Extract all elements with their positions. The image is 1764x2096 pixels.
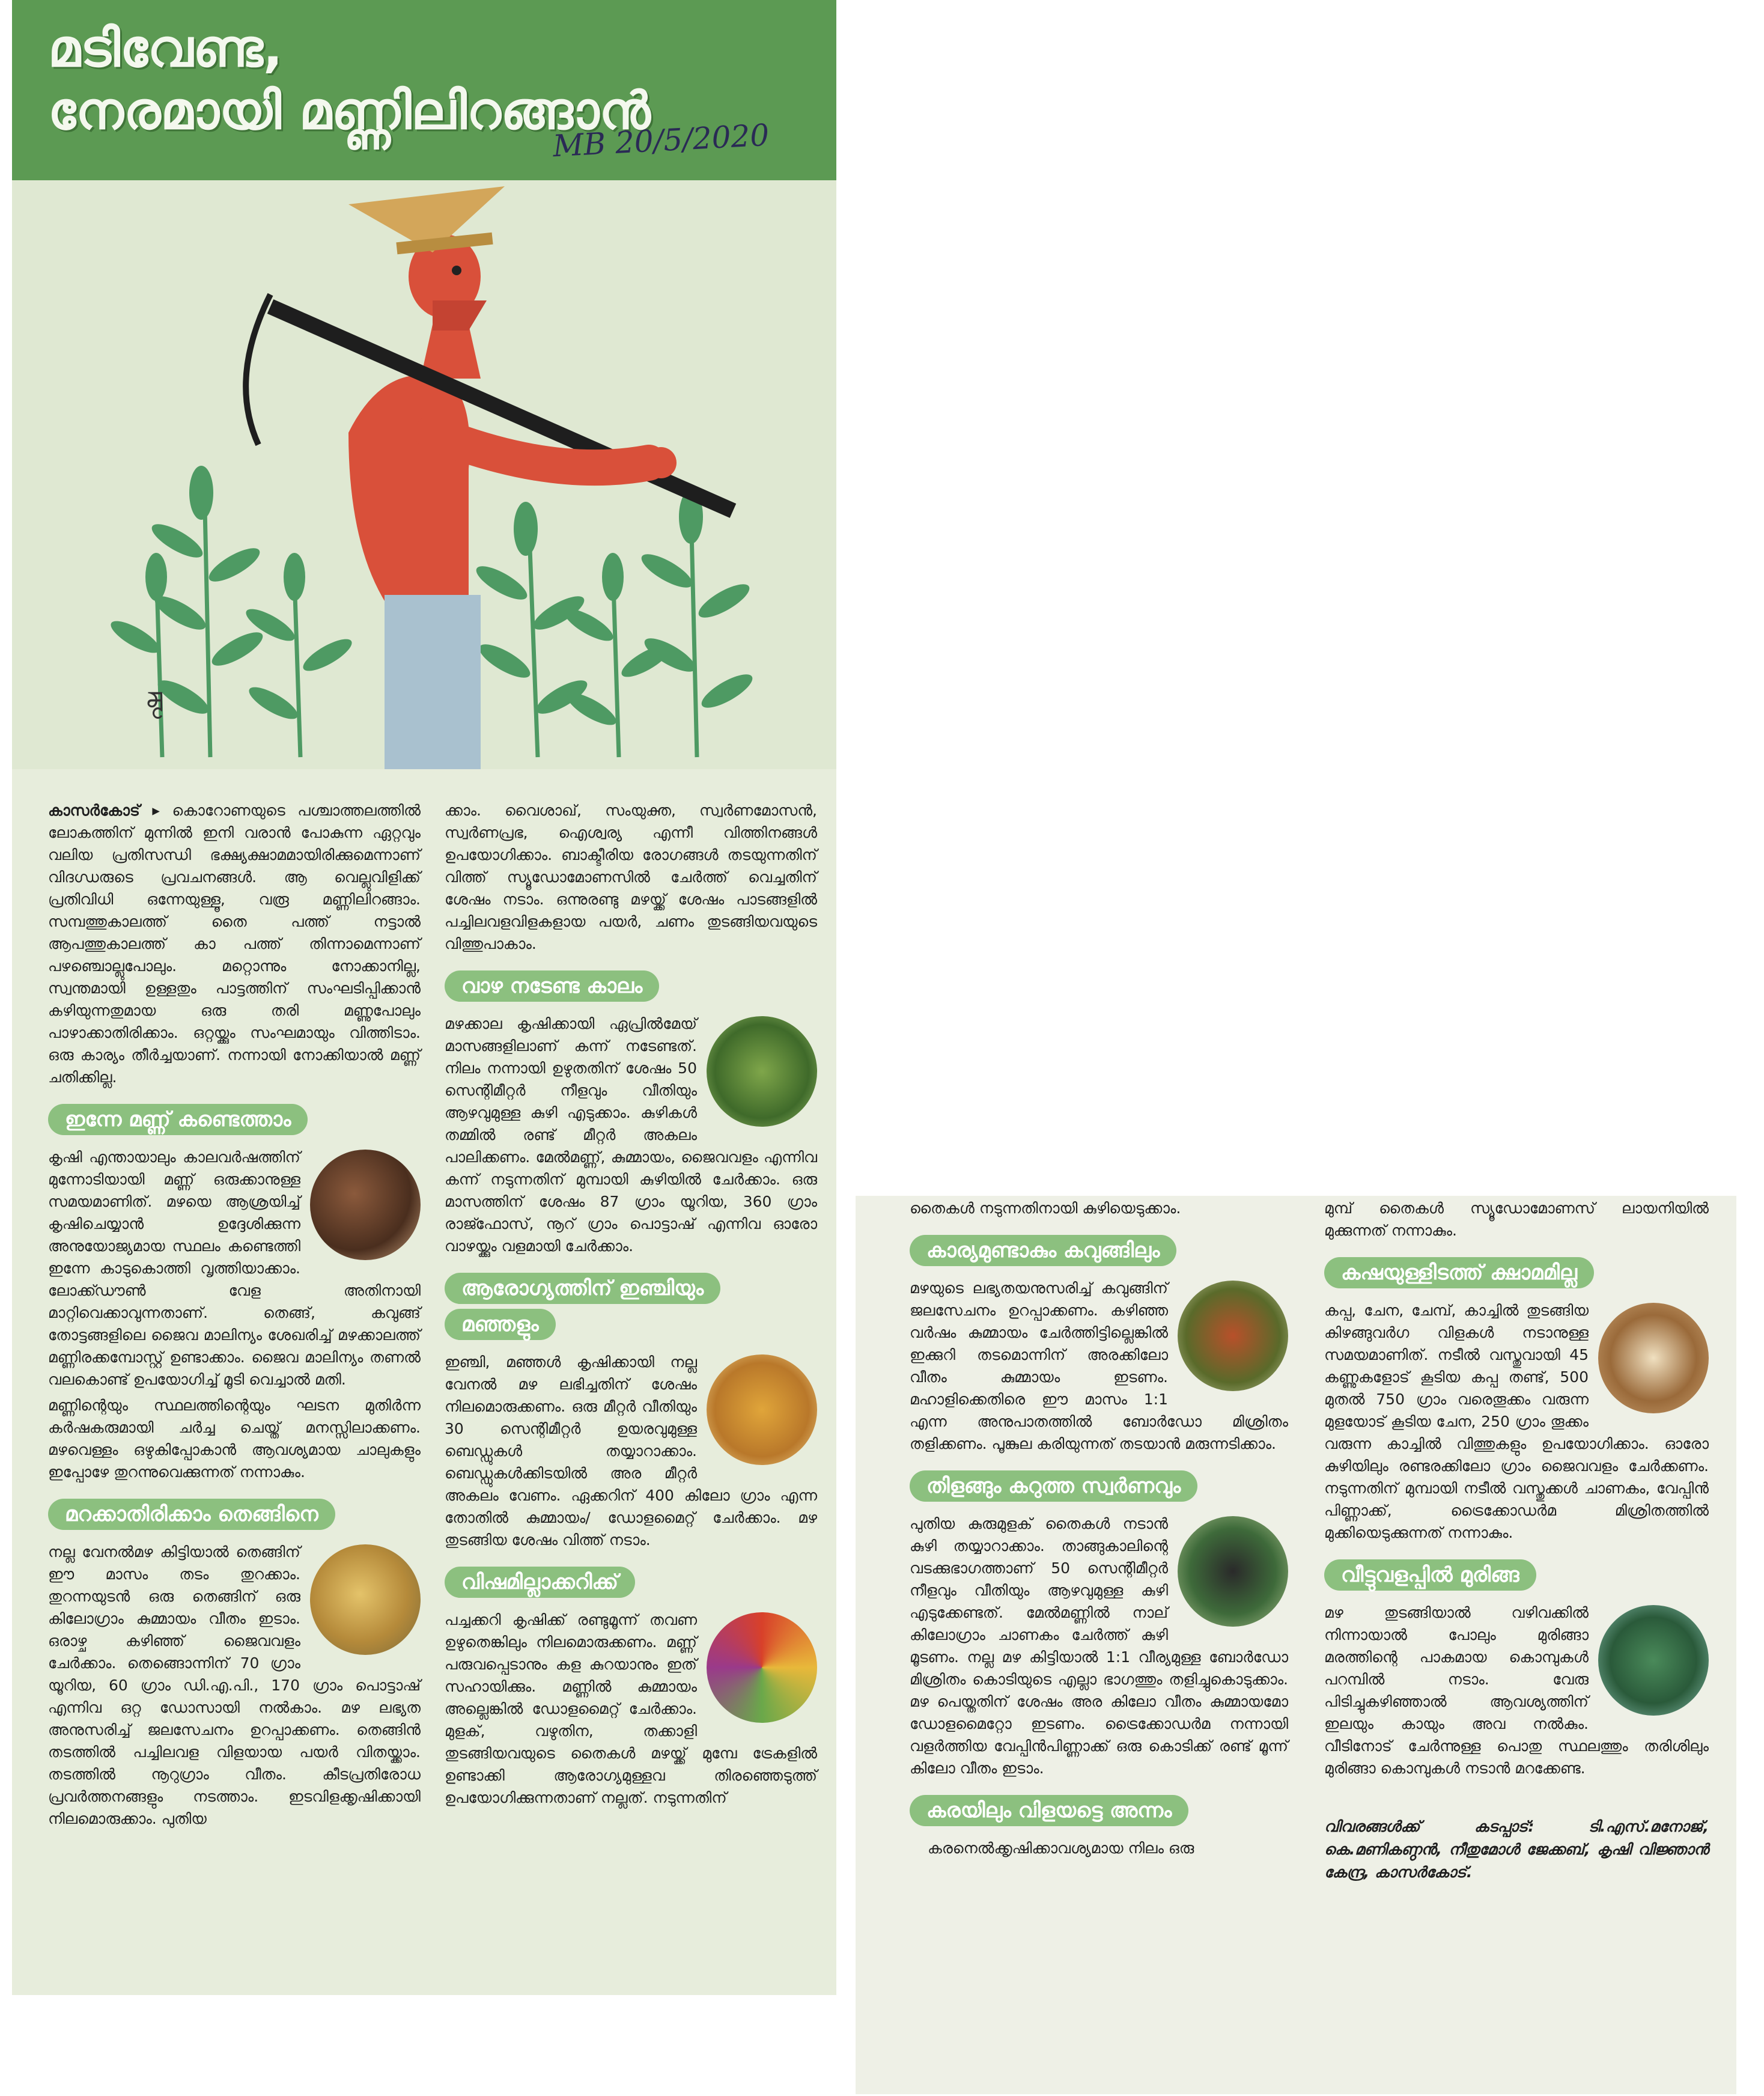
vegetables-paragraph: പച്ചക്കറി കൃഷിക്ക് രണ്ടുമൂന്ന് തവണ ഉഴുതെങ്കിലും നിലമൊരുക്കണം. മണ്ണ് പരുവപ്പെടാനും കള കുറയാനും ഇത് സഹായിക്കും. മണ്ണിൽ കുമ്മായം അല്ലെങ്കിൽ ഡോളമൈറ്റ് ചേർക്കാം. മുളക്, വഴുതിന, തക്കാളി തുടങ്ങിയവയുടെ തൈകൾ മഴയ്ക്ക് മുമ്പേ ട്രേകളിൽ ഉണ്ടാക്കി ആരോഗ്യമുള്ളവ തിരഞ്ഞെടുത്ത് ഉപയോഗിക്കുന്നതാണ് നല്ലത്. നടുന്നതിന്	[445, 1611, 817, 1806]
tubers-paragraph: കപ്പ, ചേന, ചേമ്പ്, കാച്ചിൽ തുടങ്ങിയ കിഴങ്ങുവർഗ വിളകൾ നടാനുള്ള സമയമാണിത്. നടീൽ വസ്തുവായി 45 കണ്ണുകളോട് കൂടിയ കപ്പ തണ്ട്, 500 മുതൽ 750 ഗ്രാം വരെതൂക്കം വരുന്ന മുളയോട് കൂടിയ ചേന, 250 ഗ്രാം തൂക്കം വരുന്ന കാച്ചിൽ വിത്തുകളും ഉപയോഗിക്കാം. ഓരോ കുഴിയിലും രണ്ടരക്കിലോ ഗ്രാം ജൈവവളം ചേർക്കണം. നടുന്നതിന് മുമ്പായി നടീൽ വസ്തുക്കൾ ചാണകം, വേപ്പിൻ പിണ്ണാക്ക്, ട്രൈക്കോഡർമ മിശ്രിതത്തിൽ മുക്കിയെടുക്കുന്നത് നന്നാകും.	[1324, 1302, 1709, 1541]
turmeric-photo	[707, 1354, 817, 1465]
soil-paragraph-2: മണ്ണിന്റെയും സ്ഥലത്തിന്റെയും ഘടന മുതിർന്ന കർഷകരുമായി ചർച്ച ചെയ്ത് മനസ്സിലാക്കണം. മഴവെള്ളം ഒഴുകിപ്പോകാൻ ആവശ്യമായ ചാലുകളും ഇപ്പോഴേ തുറന്നുവെക്കുന്നത് നന്നാകും.	[48, 1397, 421, 1481]
vegetables-photo	[707, 1612, 817, 1723]
handwritten-date-note: MB 20/5/2020	[552, 117, 770, 164]
heading-arecanut: കാര്യമുണ്ടാകും കവുങ്ങിലും	[910, 1235, 1176, 1266]
heading-banana: വാഴ നടേണ്ട കാലം	[445, 970, 659, 1002]
artist-signature: ഷ	[138, 692, 169, 721]
heading-upland-rice: കരയിലും വിളയട്ടെ അന്നം	[910, 1795, 1188, 1826]
left-column-2	[445, 799, 817, 1812]
heading-find-soil: ഇന്നേ മണ്ണ് കണ്ടെത്താം	[48, 1104, 308, 1135]
banana-photo	[707, 1016, 817, 1127]
heading-ginger: ആരോഗ്യത്തിന് ഇഞ്ചിയും	[445, 1273, 720, 1304]
paddy-paragraph: ക്കാം. വൈശാഖ്, സംയുക്ത, സ്വർണമോസൻ, സ്വർണപ്രഭ, ഐശ്വര്യ എന്നീ വിത്തിനങ്ങൾ ഉപയോഗിക്കാം. ബാക്ടീരിയ രോഗങ്ങൾ തടയുന്നതിന് വിത്ത് സ്യൂഡോമോണസിൽ ചേർത്ത് വെച്ചതിന് ശേഷം നടാം. ഒന്നുരണ്ടു മഴയ്ക്ക് ശേഷം പാടങ്ങളിൽ പച്ചിലവളവിളകളായ പയർ, ചണം തുടങ്ങിയവയുടെ വിത്തുപാകാം.	[445, 802, 817, 952]
arecanut-paragraph: മഴയുടെ ലഭ്യതയനുസരിച്ച് കവുങ്ങിന് ജലസേചനം ഉറപ്പാക്കണം. കഴിഞ്ഞ വർഷം കുമ്മായം ചേർത്തിട്ടില്ലെങ്കിൽ ഇക്കുറി തടമൊന്നിന് അരക്കിലോ വീതം കുമ്മായം ഇടണം. മഹാളിക്കെതിരെ ഈ മാസം 1:1 എന്ന അനുപാതത്തിൽ ബോർഡോ മിശ്രിതം തളിക്കണം. പൂങ്കുല കരിയുന്നത് തടയാൻ മരുന്നടിക്കാം.	[910, 1279, 1288, 1452]
heading-vegetables: വിഷമില്ലാക്കറിക്ക്	[445, 1567, 635, 1598]
dateline: കാസർകോട്	[48, 802, 140, 819]
left-newspaper-clipping	[12, 0, 836, 1995]
right-column-2	[1324, 1197, 1709, 1887]
pit-paragraph: തൈകൾ നടുന്നതിനായി കുഴിയെടുക്കാം.	[910, 1199, 1181, 1217]
upland-rice-paragraph: കരനെൽക്കൃഷിക്കാവശ്യമായ നിലം ഒരു	[928, 1839, 1194, 1857]
headline-line-1: മടിവേണ്ട,	[48, 19, 283, 79]
ginger-turmeric-paragraph: ഇഞ്ചി, മഞ്ഞൾ കൃഷിക്കായി നല്ല വേനൽ മഴ ലഭിച്ചതിന് ശേഷം നിലമൊരുക്കണം. ഒരു മീറ്റർ വീതിയും 30 സെന്റിമീറ്റർ ഉയരവുമുള്ള ബെഡ്ഡുകൾ തയ്യാറാക്കാം. ബെഡ്ഡുകൾക്കിടയിൽ അര മീറ്റർ അകലം വേണം. ഏക്കറിന് 400 കിലോ ഗ്രാം എന്ന തോതിൽ കുമ്മായം/ ഡോളമൈറ്റ് ചേർക്കാം. മഴ തുടങ്ങിയ ശേഷം വിത്ത് നടാം.	[445, 1353, 817, 1549]
heading-turmeric: മഞ്ഞളും	[445, 1309, 556, 1340]
headline-band	[12, 0, 836, 180]
coconut-photo	[310, 1544, 421, 1655]
pepper-paragraph: പുതിയ കുരുമുളക് തൈകൾ നടാൻ കുഴി തയ്യാറാക്കാം. താങ്ങുകാലിന്റെ വടക്കുഭാഗത്താണ് 50 സെന്റിമീറ്റർ നീളവും വീതിയും ആഴവുമുള്ള കുഴി എടുക്കേണ്ടത്. മേൽമണ്ണിൽ നാല് കിലോഗ്രാം ചാണകം ചേർത്ത് കുഴി മൂടണം. നല്ല മഴ കിട്ടിയാൽ 1:1 വീര്യമുള്ള ബോർഡോ മിശ്രിതം കൊടിയുടെ എല്ലാ ഭാഗത്തും തളിച്ചുകൊടുക്കാം. മഴ പെയ്തതിന് ശേഷം അര കിലോ വീതം കുമ്മായമോ ഡോളമൈറ്റോ ഇടണം. ട്രൈക്കോഡർമ നന്നായി വളർത്തിയ വേപ്പിൻപിണ്ണാക്ക് ഒരു കൊടിക്ക് രണ്ട് മൂന്ന് കിലോ വീതം ഇടാം.	[910, 1515, 1288, 1777]
heading-tubers: കഷയുള്ളിടത്ത് ക്ഷാമമില്ല	[1324, 1257, 1594, 1288]
heading-coconut: മറക്കാതിരിക്കാം തെങ്ങിനെ	[48, 1499, 335, 1530]
heading-drumstick: വീട്ടുവളപ്പിൽ മുരിങ്ങ	[1324, 1559, 1536, 1591]
pepper-photo	[1178, 1516, 1288, 1627]
pseudomonas-paragraph: മുമ്പ് തൈകൾ സ്യൂഡോമോണസ് ലായനിയിൽ മുക്കുന്നത് നന്നാകും.	[1324, 1199, 1709, 1239]
farmer-with-hoe-drawing	[12, 180, 836, 769]
banana-paragraph: മഴക്കാല കൃഷിക്കായി ഏപ്രിൽമേയ് മാസങ്ങളിലാണ് കന്ന് നടേണ്ടത്. നിലം നന്നായി ഉഴുതതിന് ശേഷം 50 സെന്റിമീറ്റർ നീളവും വീതിയും ആഴവുമുള്ള കുഴി എടുക്കാം. കുഴികൾ തമ്മിൽ രണ്ട് മീറ്റർ അകലം പാലിക്കണം. മേൽമണ്ണ്, കുമ്മായം, ജൈവവളം എന്നിവ കന്ന് നടുന്നതിന് മുമ്പായി കുഴിയിൽ ചേർക്കാം. ഒരു മാസത്തിന് ശേഷം 87 ഗ്രാം യൂറിയ, 360 ഗ്രാം രാജ്ഫോസ്, നൂറ് ഗ്രാം പൊട്ടാഷ് എന്നിവ ഓരോ വാഴയ്ക്കും വളമായി ചേർക്കാം.	[445, 1015, 817, 1255]
left-column-1: കാസർകോട് ▸ കൊറോണയുടെ പശ്ചാത്തലത്തിൽ ലോകത്തിന് മുന്നിൽ ഇനി വരാൻ പോകുന്ന ഏറ്റവും വലിയ പ്രതിസന്ധി ഭക്ഷ്യക്ഷാമമായിരിക്കുമെന്നാണ് വിദഗ്ധരുടെ പ്രവചനങ്ങൾ. ആ വെല്ലുവിളിക്ക് പ്രതിവിധി ഒന്നേയുള്ളൂ, വരൂ മണ്ണിലിറങ്ങാം. സമ്പത്തുകാലത്ത് തൈ പത്ത് നട്ടാൽ ആപത്തുകാലത്ത് കാ പത്ത് തിന്നാമെന്നാണ് പഴഞ്ചൊല്ലുപോലും. മറ്റൊന്നും നോക്കാനില്ല, സ്വന്തമായി ഉള്ളതും പാട്ടത്തിന് സംഘടിപ്പിക്കാൻ കഴിയുന്നതുമായ ഒരു തരി മണ്ണുപോലും പാഴാക്കാതിരിക്കാം. ഒറ്റയ്ക്കും സംഘമായും വിത്തിടാം. ഒരു കാര്യം തീർച്ചയാണ്. നന്നായി നോക്കിയാൽ മണ്ണ് ചതിക്കില്ല. ഇന്നേ മണ്ണ് കണ്ടെത്താം കൃഷി എന്തായാലും കാലവർഷത്തിന് മുന്നോടിയായി മണ്ണ് ഒരുക്കാനുള്ള സമയമാണിത്. മഴയെ ആശ്രയിച്ച് കൃഷിചെയ്യാൻ ഉദ്ദേശിക്കുന്ന അനുയോജ്യമായ സ്ഥലം കണ്ടെത്തി ഇന്നേ കാടുകൊത്തി വൃത്തിയാക്കാം. ലോക്ക്ഡൗൺ വേള അതിനായി മാറ്റിവെക്കാവുന്നതാണ്. തെങ്ങ്, കവുങ്ങ് തോട്ടങ്ങളിലെ ജൈവ മാലിന്യം ശേഖരിച്ച് മഴക്കാലത്ത് മണ്ണിരക്കമ്പോസ്റ്റ് ഉണ്ടാക്കാം. ജൈവ മാലിന്യം തണൽ വലകൊണ്ട് ഉപയോഗിച്ച് മൂടി വെച്ചാൽ മതി. മണ്ണിന്റെയും സ്ഥലത്തിന്റെയും ഘടന മുതിർന്ന കർഷകരുമായി ചർച്ച ചെയ്ത് മനസ്സിലാക്കണം. മഴവെള്ളം ഒഴുകിപ്പോകാൻ ആവശ്യമായ ചാലുകളും ഇപ്പോഴേ തുറന്നുവെക്കുന്നത് നന്നാകും. മറക്കാതിരിക്കാം തെങ്ങിനെ നല്ല വേനൽമഴ കിട്ടിയാൽ തെങ്ങിന് ഈ മാസം തടം തുറക്കാം. തുറന്നയുടൻ ഒരു തെങ്ങിന് ഒരു കിലോഗ്രാം കുമ്മായം വീതം ഇടാം. ഒരാഴ്ച കഴിഞ്ഞ് ജൈവവളം ചേർക്കാം. തെങ്ങൊന്നിന് 70 ഗ്രാം യൂറിയ, 60 ഗ്രാം ഡി.എ.പി., 170 ഗ്രാം പൊട്ടാഷ് എന്നിവ ഒറ്റ ഡോസായി നൽകാം. മഴ ലഭ്യത അനുസരിച്ച് ജലസേചനം ഉറപ്പാക്കണം. തെങ്ങിൻ തടത്തിൽ പച്ചിലവള വിളയായ പയർ വിതയ്ക്കാം. തടത്തിൽ നൂറുഗ്രാം വീതം. കീടപ്രതിരോധ പ്രവർത്തനങ്ങളും നടത്താം. ഇടവിളക്കൃഷിക്കായി നിലമൊരുക്കാം. പുതിയ	[48, 802, 421, 1827]
intro-paragraph: കൊറോണയുടെ പശ്ചാത്തലത്തിൽ ലോകത്തിന് മുന്നിൽ ഇനി വരാൻ പോകുന്ന ഏറ്റവും വലിയ പ്രതിസന്ധി ഭക്ഷ്യക്ഷാമമായിരിക്കുമെന്നാണ് വിദഗ്ധരുടെ പ്രവചനങ്ങൾ. ആ വെല്ലുവിളിക്ക് പ്രതിവിധി ഒന്നേയുള്ളൂ, വരൂ മണ്ണിലിറങ്ങാം. സമ്പത്തുകാലത്ത് തൈ പത്ത് നട്ടാൽ ആപത്തുകാലത്ത് കാ പത്ത് തിന്നാമെന്നാണ് പഴഞ്ചൊല്ലുപോലും. മറ്റൊന്നും നോക്കാനില്ല, സ്വന്തമായി ഉള്ളതും പാട്ടത്തിന് സംഘടിപ്പിക്കാൻ കഴിയുന്നതുമായ ഒരു തരി മണ്ണുപോലും പാഴാക്കാതിരിക്കാം. ഒറ്റയ്ക്കും സംഘമായും വിത്തിടാം. ഒരു കാര്യം തീർച്ചയാണ്. നന്നായി നോക്കിയാൽ മണ്ണ് ചതിക്കില്ല.	[48, 802, 421, 1086]
coconut-paragraph: നല്ല വേനൽമഴ കിട്ടിയാൽ തെങ്ങിന് ഈ മാസം തടം തുറക്കാം. തുറന്നയുടൻ ഒരു തെങ്ങിന് ഒരു കിലോഗ്രാം കുമ്മായം വീതം ഇടാം. ഒരാഴ്ച കഴിഞ്ഞ് ജൈവവളം ചേർക്കാം. തെങ്ങൊന്നിന് 70 ഗ്രാം യൂറിയ, 60 ഗ്രാം ഡി.എ.പി., 170 ഗ്രാം പൊട്ടാഷ് എന്നിവ ഒറ്റ ഡോസായി നൽകാം. മഴ ലഭ്യത അനുസരിച്ച് ജലസേചനം ഉറപ്പാക്കണം. തെങ്ങിൻ തടത്തിൽ പച്ചിലവള വിളയായ പയർ വിതയ്ക്കാം. തടത്തിൽ നൂറുഗ്രാം വീതം. കീടപ്രതിരോധ പ്രവർത്തനങ്ങളും നടത്താം. ഇടവിളക്കൃഷിക്കായി നിലമൊരുക്കാം. പുതിയ	[48, 1543, 421, 1827]
tapioca-photo	[1598, 1303, 1709, 1413]
right-newspaper-clipping	[856, 1196, 1736, 2094]
drumstick-paragraph: മഴ തുടങ്ങിയാൽ വഴിവക്കിൽ നിന്നായാൽ പോലും മുരിങ്ങാ മരത്തിന്റെ പാകമായ കൊമ്പുകൾ പറമ്പിൽ നടാം. വേരു പിടിച്ചുകഴിഞ്ഞാൽ ആവശ്യത്തിന് ഇലയും കായും അവ നൽകും. വീടിനോട് ചേർന്നുള്ള പൊതു സ്ഥലത്തും തരിശിലും മുരിങ്ങാ കൊമ്പുകൾ നടാൻ മറക്കേണ്ട.	[1324, 1604, 1709, 1777]
drumstick-photo	[1598, 1605, 1709, 1716]
right-column-1	[910, 1197, 1288, 1863]
soil-paragraph: കൃഷി എന്തായാലും കാലവർഷത്തിന് മുന്നോടിയായി മണ്ണ് ഒരുക്കാനുള്ള സമയമാണിത്. മഴയെ ആശ്രയിച്ച് കൃഷിചെയ്യാൻ ഉദ്ദേശിക്കുന്ന അനുയോജ്യമായ സ്ഥലം കണ്ടെത്തി ഇന്നേ കാടുകൊത്തി വൃത്തിയാക്കാം. ലോക്ക്ഡൗൺ വേള അതിനായി മാറ്റിവെക്കാവുന്നതാണ്. തെങ്ങ്, കവുങ്ങ് തോട്ടങ്ങളിലെ ജൈവ മാലിന്യം ശേഖരിച്ച് മഴക്കാലത്ത് മണ്ണിരക്കമ്പോസ്റ്റ് ഉണ്ടാക്കാം. ജൈവ മാലിന്യം തണൽ വലകൊണ്ട് ഉപയോഗിച്ച് മൂടി വെച്ചാൽ മതി.	[48, 1148, 421, 1388]
credit-line: വിവരങ്ങൾക്ക് കടപ്പാട്: ടി.എസ്.മനോജ്, കെ.മണികണ്ഠൻ, നീതുമോൾ ജേക്കബ്, കൃഷി വിജ്ഞാൻ കേന്ദ്ര, കാസർകോട്.	[1324, 1818, 1709, 1881]
heading-pepper: തിളങ്ങും കറുത്ത സ്വർണവും	[910, 1470, 1197, 1502]
soil-photo	[310, 1150, 421, 1260]
headline-line-2: നേരമായി മണ്ണിലിറങ്ങാൻ	[48, 81, 651, 141]
farmer-illustration	[12, 180, 836, 769]
arecanut-photo	[1178, 1281, 1288, 1391]
